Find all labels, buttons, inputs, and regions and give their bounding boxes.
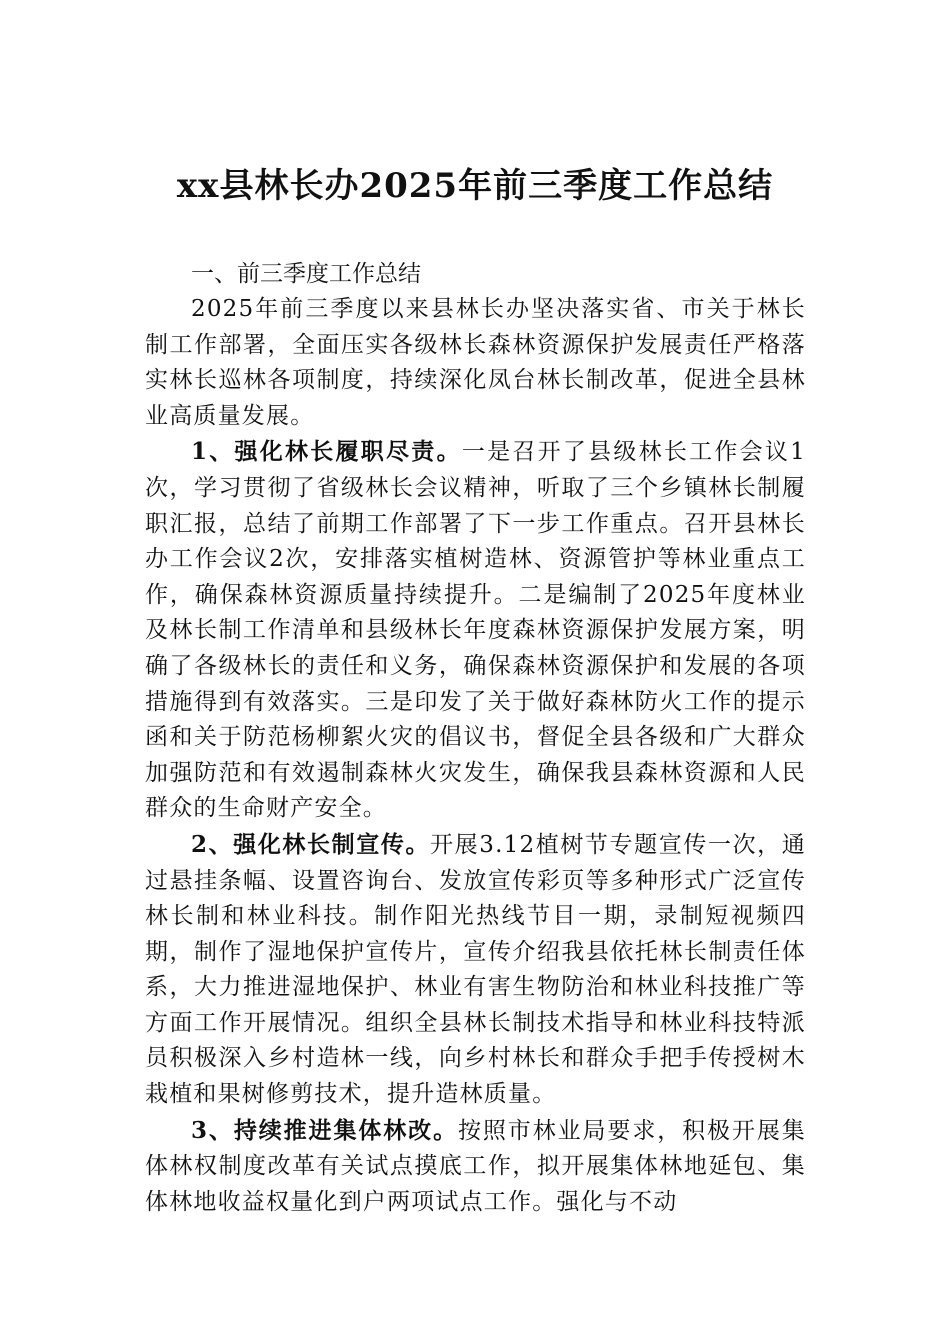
item-lead-1: 1、强化林长履职尽责。 <box>191 438 462 466</box>
item-paragraph-3 <box>145 1113 806 1221</box>
document-body <box>145 256 806 1220</box>
intro-paragraph: 2025年前三季度以来县林长办坚决落实省、市关于林长制工作部署，全面压实各级林长森林资源保护发展责任严格落实林长巡林各项制度，持续深化凤台林长制改革，促进全县林业高质量发展。 <box>145 296 806 429</box>
item-lead-2: 2、强化林长制宣传。 <box>191 830 431 858</box>
document-title: xx县林长办2025年前三季度工作总结 <box>176 166 774 206</box>
item-body-3: 按照市林业局要求，积极开展集体林权制度改革有关试点摸底工作，拟开展集体林地延包、集体林地收益权量化到户两项试点工作。强化与不动 <box>145 1117 806 1215</box>
item-body-2: 开展3.12植树节专题宣传一次，通过悬挂条幅、设置咨询台、发放宣传彩页等多种形式广泛宣传林长制和林业科技。制作阳光热线节目一期，录制短视频四期，制作了湿地保护宣传片，宣传介绍我县依托林长制责任体系，大力推进湿地保护、林业有害生物防治和林业科技推广等方面工作开展情况。组织全县林长制技术指导和林业科技特派员积极深入乡村造林一线，向乡村林长和群众手把手传授树木栽植和果树修剪技术，提升造林质量。 <box>145 831 806 1108</box>
item-paragraph-1 <box>145 434 806 827</box>
item-paragraph-2 <box>145 827 806 1113</box>
item-body-1: 一是召开了县级林长工作会议1次，学习贯彻了省级林长会议精神，听取了三个乡镇林长制履职汇报，总结了前期工作部署了下一步工作重点。召开县林长办工作会议2次，安排落实植树造林、资源管护等林业重点工作，确保森林资源质量持续提升。二是编制了2025年度林业及林长制工作清单和县级林长年度森林资源保护发展方案，明确了各级林长的责任和义务，确保森林资源保护和发展的各项措施得到有效落实。三是印发了关于做好森林防火工作的提示函和关于防范杨柳絮火灾的倡议书，督促全县各级和广大群众加强防范和有效遏制森林火灾发生，确保我县森林资源和人民群众的生命财产安全。 <box>145 439 806 822</box>
item-lead-3: 3、持续推进集体林改。 <box>191 1116 458 1144</box>
section-heading: 一、前三季度工作总结 <box>191 261 421 287</box>
